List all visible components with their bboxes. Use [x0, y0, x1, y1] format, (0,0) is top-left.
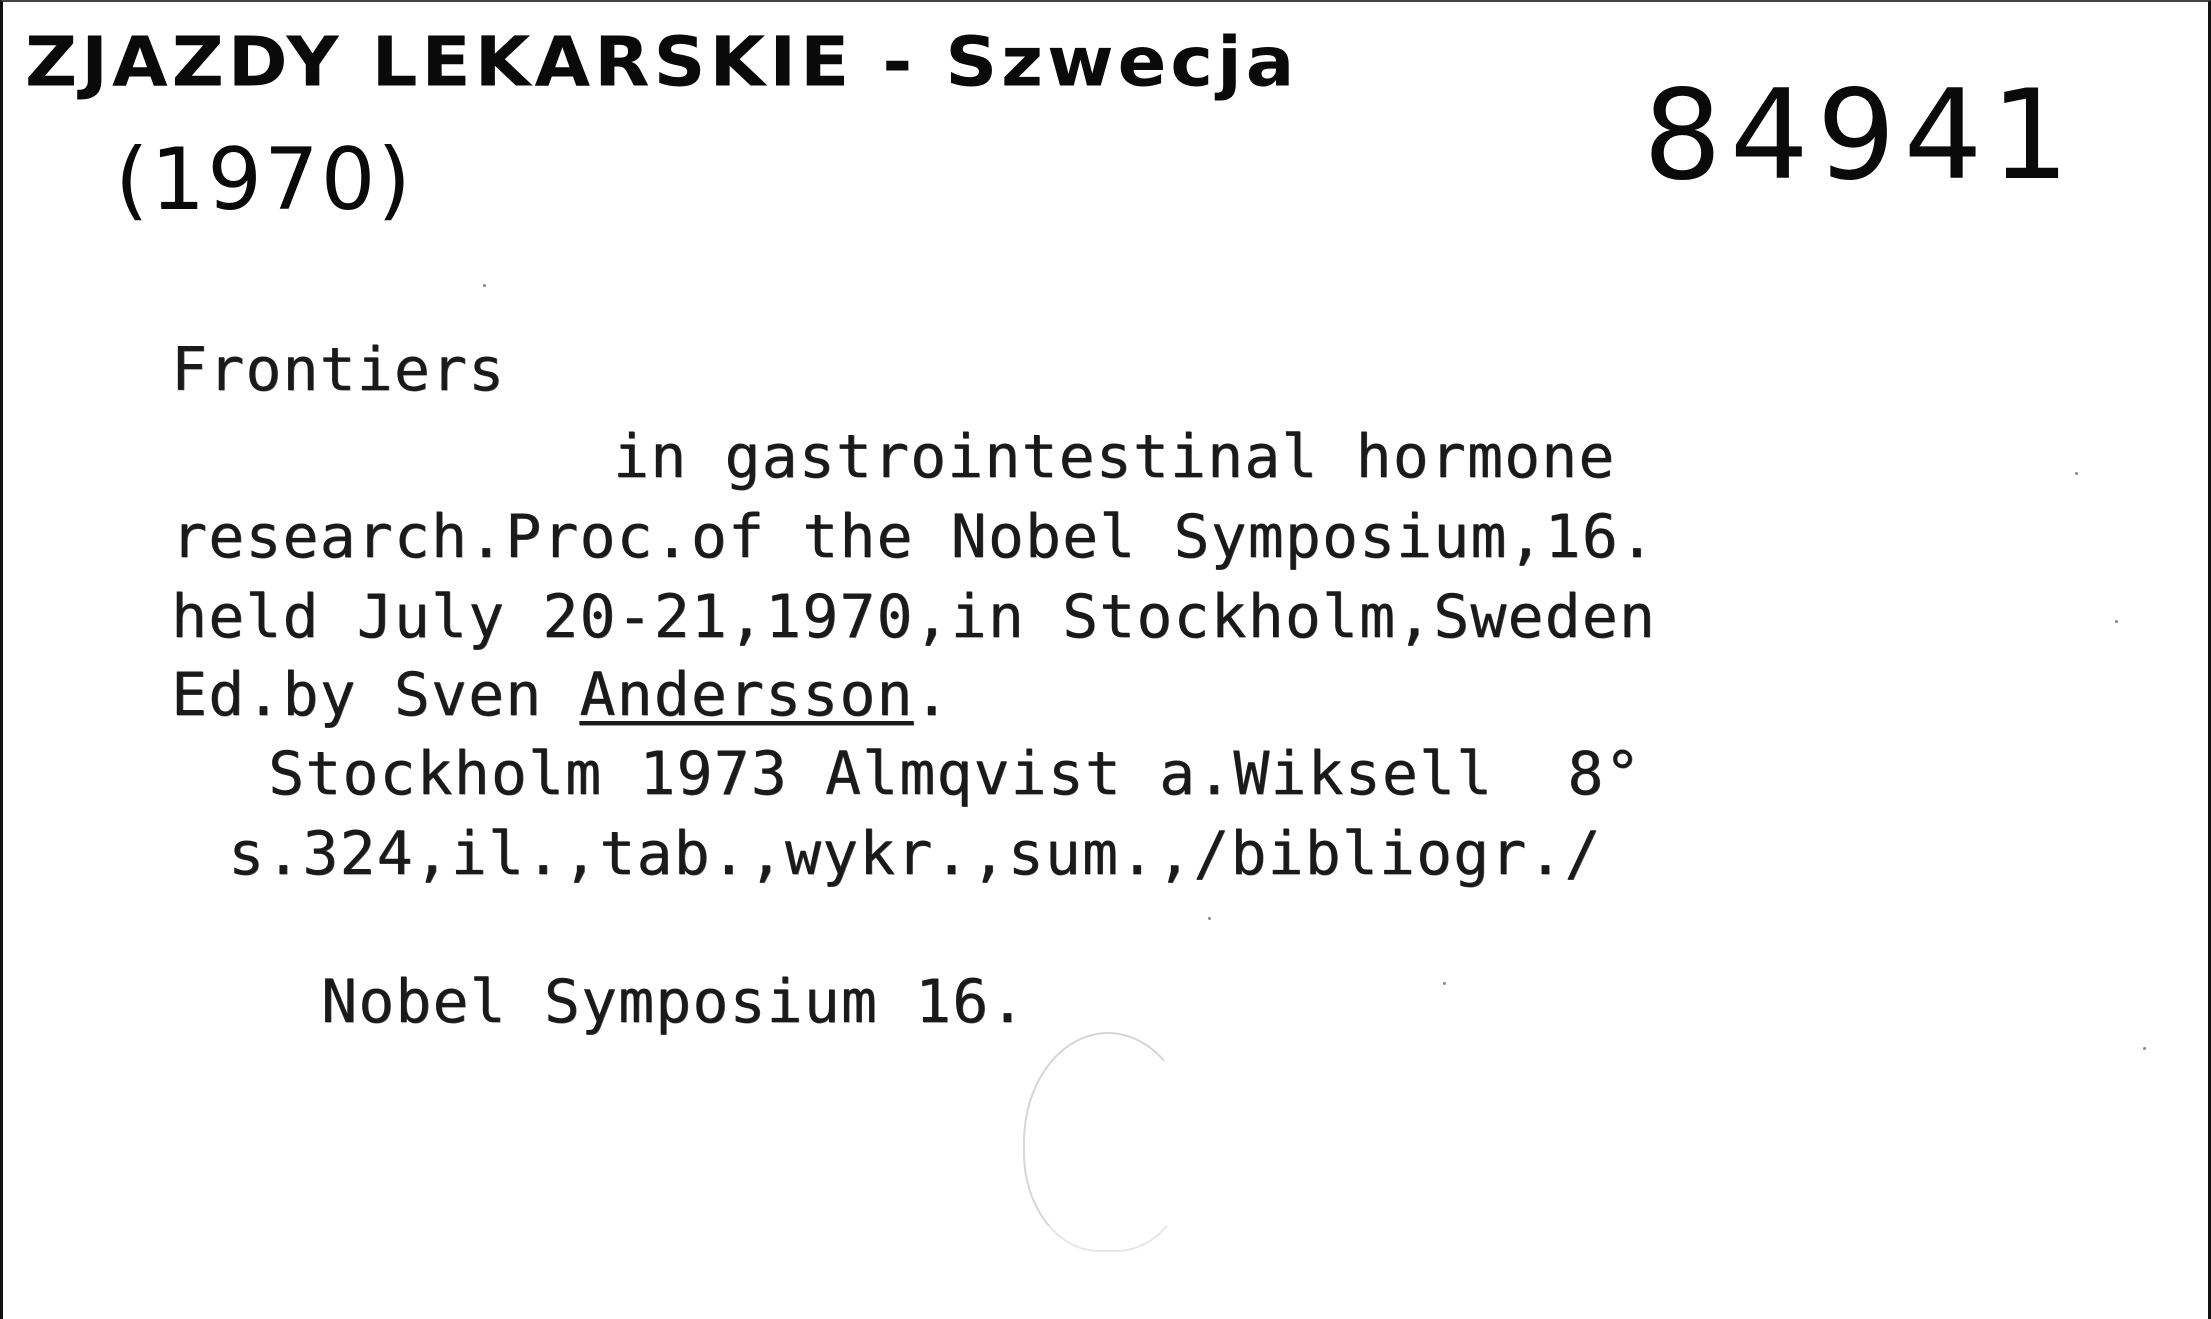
speck [2075, 472, 2078, 475]
editor-prefix: Ed.by Sven [171, 660, 580, 730]
editor-surname: Andersson [579, 660, 914, 730]
imprint-line: Stockholm 1973 Almqvist a.Wiksell 8° [268, 739, 1642, 809]
speck [2115, 620, 2118, 623]
series-line: Nobel Symposium 16. [321, 967, 1027, 1037]
title-line-2: in gastrointestinal hormone [613, 422, 1616, 492]
speck [483, 284, 486, 287]
subject-heading: ZJAZDY LEKARSKIE - Szwecja [25, 22, 1299, 102]
title-line-1: Frontiers [171, 335, 506, 405]
collation-line: s.324,il.,tab.,wykr.,sum.,/bibliogr./ [228, 819, 1602, 889]
card-number: 84941 [1643, 64, 2078, 208]
speck [2143, 1047, 2146, 1050]
editor-line [171, 660, 951, 730]
subject-year: (1970) [115, 130, 413, 230]
title-line-4: held July 20-21,1970,in Stockholm,Sweden [171, 582, 1656, 652]
title-line-3: research.Proc.of the Nobel Symposium,16. [171, 502, 1656, 572]
speck [1208, 917, 1211, 920]
editor-suffix: . [913, 660, 951, 730]
punch-hole [1023, 1032, 1193, 1252]
speck [1443, 982, 1446, 985]
